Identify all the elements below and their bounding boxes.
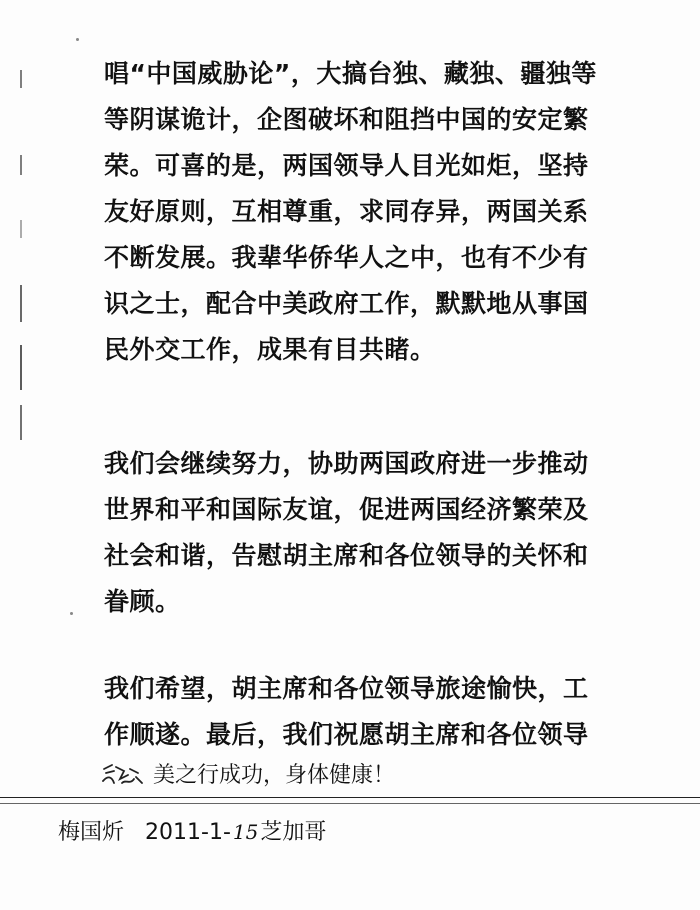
divider-line xyxy=(0,797,700,798)
margin-binding-marks xyxy=(18,60,24,460)
closing-text: 美之行成功，身体健康！ xyxy=(153,763,396,788)
scan-speck xyxy=(76,38,79,41)
text-line: 世界和平和国际友谊，促进两国经济繁荣及 xyxy=(104,495,589,524)
divider-line xyxy=(0,803,700,804)
text-line: 友好原则，互相尊重，求同存异，两国关系 xyxy=(104,197,589,226)
signature-date-day: 15 xyxy=(232,820,259,844)
text-line: 眷顾。 xyxy=(104,587,181,616)
signature-date-prefix: 2011-1- xyxy=(145,820,231,845)
text-line: 荣。可喜的是，两国领导人目光如炬，坚持 xyxy=(104,151,589,180)
text-line: 我们希望，胡主席和各位领导旅途愉快，工 xyxy=(104,674,589,703)
text-line: 不断发展。我辈华侨华人之中，也有不少有 xyxy=(104,243,589,272)
text-line: 等阴谋诡计，企图破坏和阻挡中国的安定繁 xyxy=(104,105,589,134)
text-line: 作顺遂。最后，我们祝愿胡主席和各位领导 xyxy=(104,720,589,749)
handwritten-correction-mark xyxy=(100,761,146,791)
signature-name: 梅国炘 xyxy=(58,820,125,845)
signature-place: 芝加哥 xyxy=(260,820,327,845)
text-line: 我们会继续努力，协助两国政府进一步推动 xyxy=(104,449,589,478)
signature-line xyxy=(58,812,326,852)
text-line: 识之士，配合中美政府工作，默默地从事国 xyxy=(104,289,589,318)
text-line: 唱“中国威胁论”，大搞台独、藏独、疆独等 xyxy=(104,59,597,88)
text-line: 社会和谐，告慰胡主席和各位领导的关怀和 xyxy=(104,541,589,570)
paragraph-2 xyxy=(104,441,664,625)
paragraph-3 xyxy=(104,666,664,758)
scan-speck xyxy=(70,612,73,615)
text-line: 民外交工作，成果有目共睹。 xyxy=(104,335,436,364)
paragraph-1 xyxy=(104,51,664,373)
closing-line xyxy=(100,756,395,796)
